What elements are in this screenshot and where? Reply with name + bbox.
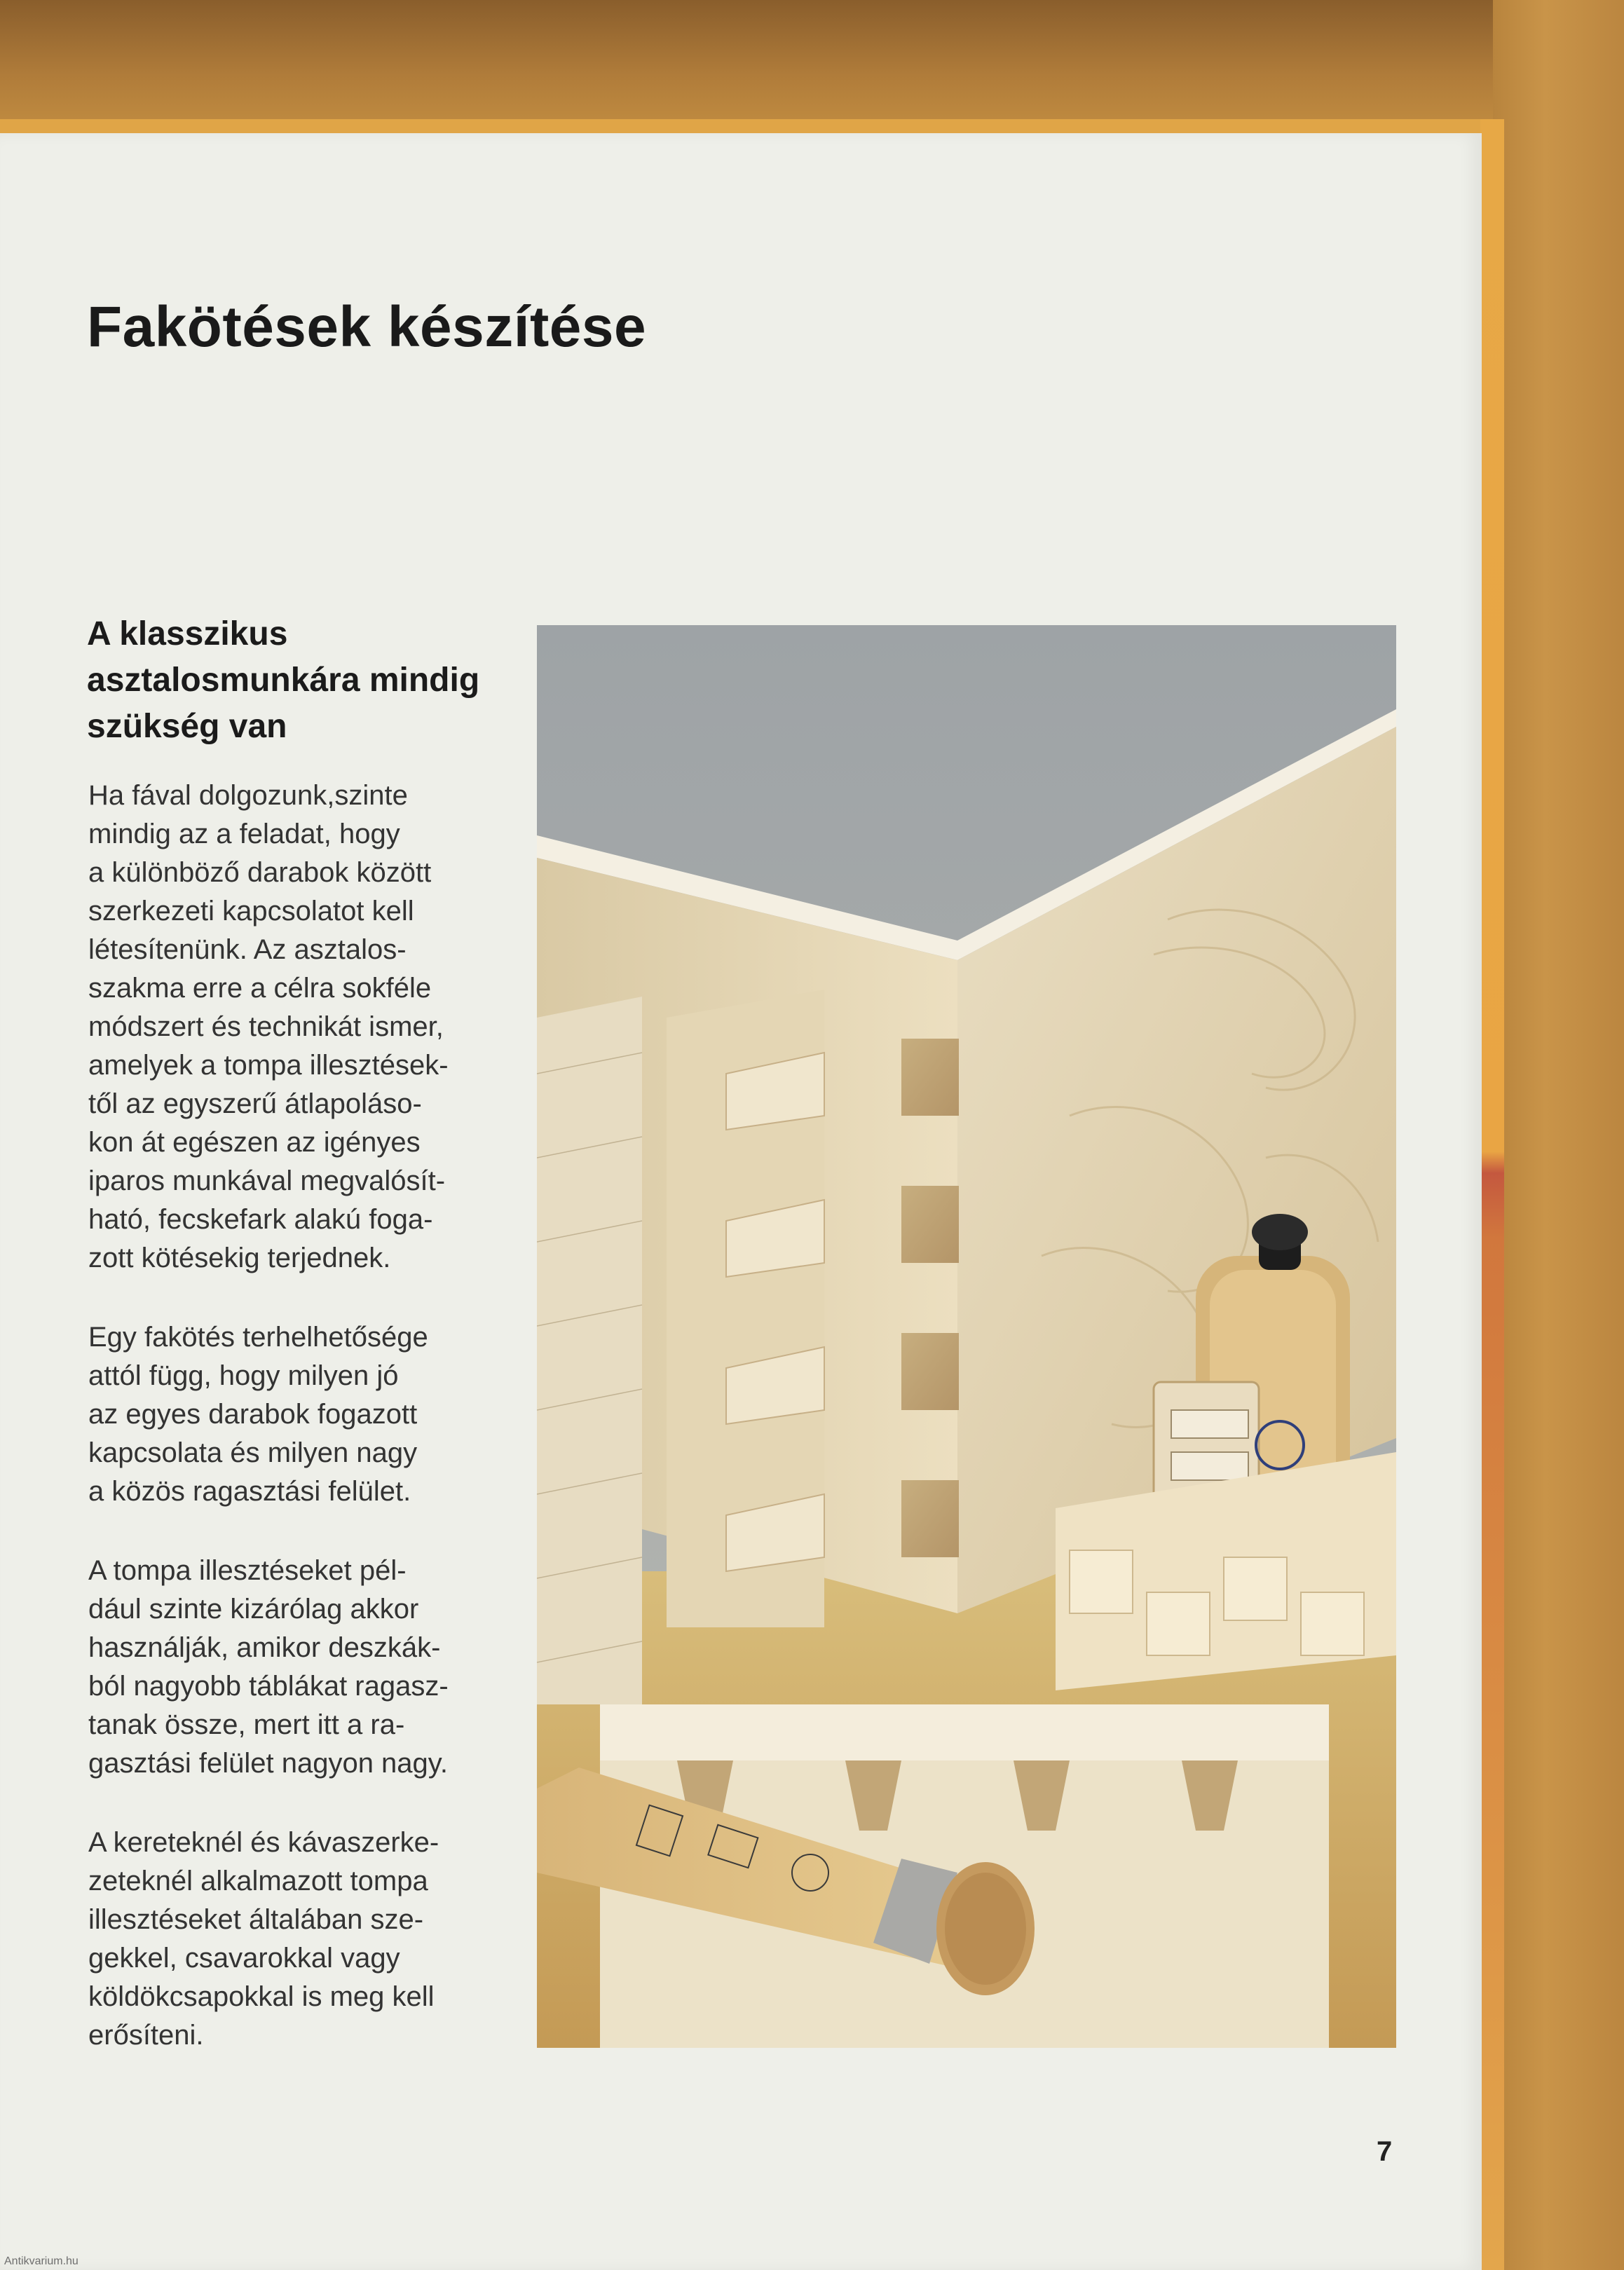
table-backdrop-right bbox=[1493, 0, 1624, 2270]
page-title: Fakötések készítése bbox=[87, 295, 647, 359]
table-backdrop-top bbox=[0, 0, 1624, 126]
paragraph-1: Ha fával dolgozunk,szinte mindig az a feladat, hogy a különböző darabok között szerkezeti kapcsolatot kell létesítenünk. Az asztalos- szakma erre a célra sokféle módszert és technikát ismer, amelyek a tompa illesztések- től az egyszerű átlapoláso- kon át egészen az igényes iparos munkával megvalósít- ható, fecskefark alakú foga- zott kötésekig terjednek. bbox=[88, 780, 449, 1273]
board-stack bbox=[537, 997, 642, 1704]
woodworking-joints-photo bbox=[537, 625, 1396, 2048]
watermark-text: Antikvarium.hu bbox=[4, 2255, 79, 2267]
paragraph-4: A kereteknél és kávaszerke- zeteknél alkalmazott tompa illesztéseket általában sze- gekkel, csavarokkal vagy köldökcsapokkal is meg kell erősíteni. bbox=[88, 1827, 439, 2051]
paragraph-2: Egy fakötés terhelhetősége attól függ, hogy milyen jó az egyes darabok fogazott kapcsolata és milyen nagy a közös ragasztási felület. bbox=[88, 1322, 428, 1507]
body-text bbox=[88, 777, 523, 2095]
section-heading: A klasszikus asztalosmunkára mindig szükség van bbox=[87, 615, 480, 745]
page-number: 7 bbox=[1377, 2136, 1393, 2167]
book-cover-edge-right bbox=[1480, 119, 1504, 2270]
paragraph-3: A tompa illesztéseket pél- dául szinte kizárólag akkor használják, amikor deszkák- ból nagyobb táblákat ragasz- tanak össze, mert itt a ra- gasztási felület nagyon nagy. bbox=[88, 1555, 449, 1779]
